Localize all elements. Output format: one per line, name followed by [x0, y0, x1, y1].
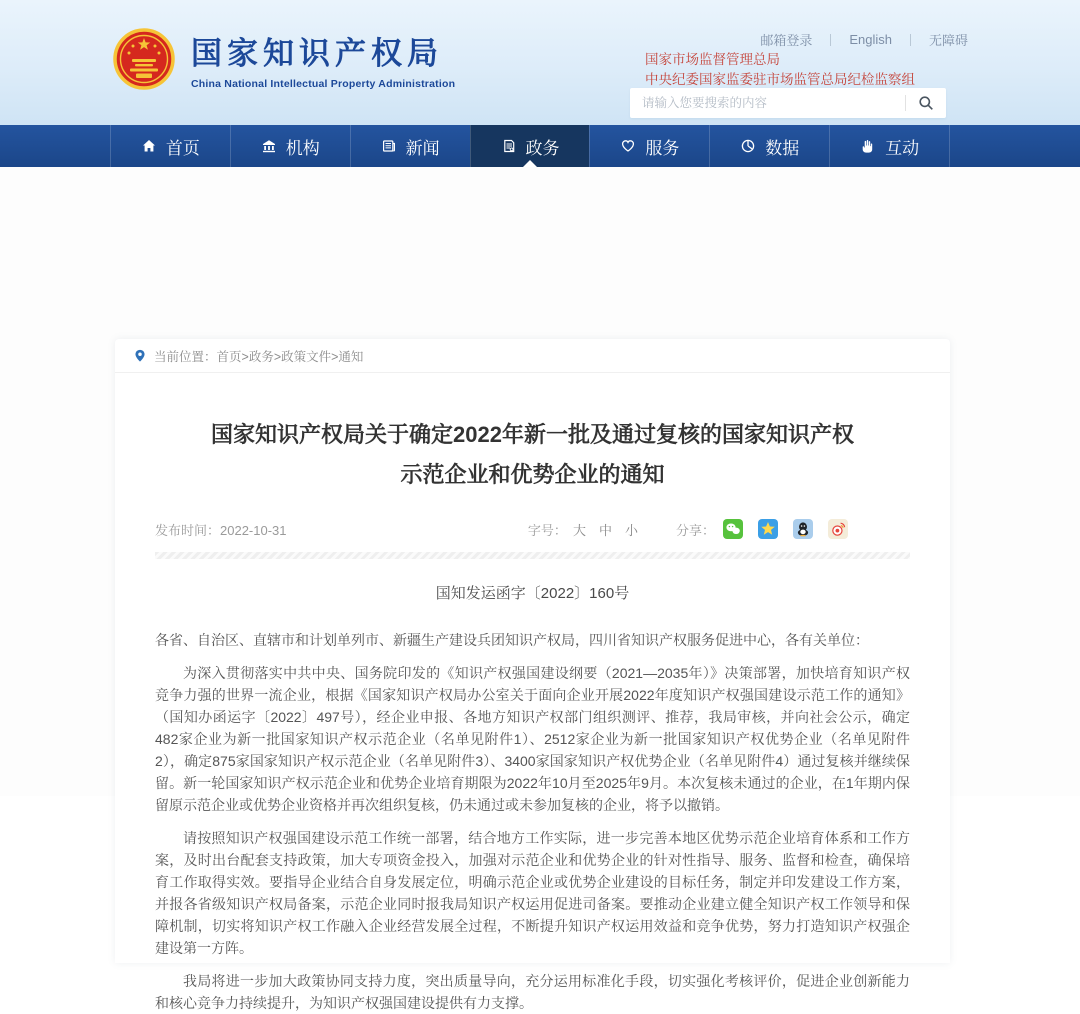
divider	[910, 34, 911, 46]
nav-item-government-affairs[interactable]: 政务	[470, 125, 590, 167]
article-title: 国家知识产权局关于确定2022年新一批及通过复核的国家知识产权示范企业和优势企业的通知	[211, 422, 854, 487]
nav-item-services[interactable]: 服务	[589, 125, 709, 167]
paragraph-2: 请按照知识产权强国建设示范工作统一部署，结合地方工作实际，进一步完善本地区优势示范企业培育体系和工作方案，及时出台配套支持政策，加大专项资金投入，加强对示范企业和优势企业的针对性指导、服务、监督和检查，确保培育工作取得实效。要指导企业结合自身发展定位，明确示范企业或优势企业建设的目标任务，制定并印发建设工作方案，并报各省级知识产权局备案，示范企业同时报我局知识产权运用促进司备案。要推动企业建立健全知识产权工作领导和保障机制，切实将知识产权工作融入企业经营发展全过程，不断提升知识产权运用效益和竞争优势，努力打造知识产权强企建设第一方阵。	[155, 830, 910, 956]
nav-item-institution[interactable]: 机构	[230, 125, 350, 167]
heart-service-icon	[620, 138, 636, 154]
related-organizations	[645, 50, 915, 90]
accessibility-link[interactable]: 无障碍	[928, 33, 968, 48]
content-card	[115, 339, 950, 1011]
main-nav	[0, 125, 1080, 167]
org-line-1[interactable]: 国家市场监督管理总局	[645, 52, 780, 67]
nav-item-home[interactable]: 首页	[110, 125, 230, 167]
article-body	[155, 629, 910, 1014]
breadcrumb-label: 当前位置：	[154, 349, 217, 364]
document-number: 国知发运函字〔2022〕160号	[435, 585, 630, 602]
font-size-label: 字号：	[527, 522, 567, 538]
breadcrumb	[115, 339, 950, 373]
font-size-medium-button[interactable]: 中	[598, 522, 612, 538]
font-size-small-button[interactable]: 小	[624, 522, 638, 538]
paragraph-1: 为深入贯彻落实中共中央、国务院印发的《知识产权强国建设纲要（2021—2035年）》决策部署，加快培育知识产权竞争力强的世界一流企业，根据《国家知识产权局办公室关于面向企业开展2022年度知识产权强国建设示范工作的通知》（国知办函运字〔2022〕497号），经企业申报、各地方知识产权部门组织测评、推荐，我局审核，并向社会公示，确定482家企业为新一批国家知识产权示范企业（名单见附件1）、2512家企业为新一批国家知识产权优势企业（名单见附件2），确定875家国家知识产权示范企业（名单见附件3）、3400家国家知识产权优势企业（名单见附件4）通过复核并继续保留。新一轮国家知识产权示范企业和优势企业培育期限为2022年10月至2025年9月。本次复核未通过的企业，在1年期内保留原示范企业或优势企业资格并再次组织复核，仍未通过或未参加复核的企业，将予以撤销。	[155, 665, 910, 813]
site-logo	[112, 27, 455, 91]
hand-icon	[860, 138, 876, 154]
search-button[interactable]	[906, 88, 946, 118]
nav-item-data[interactable]: 数据	[709, 125, 829, 167]
publish-time: 发布时间：2022-10-31	[155, 522, 287, 538]
bank-icon	[261, 138, 277, 154]
font-size-large-button[interactable]: 大	[572, 522, 586, 538]
publish-date: 2022-10-31	[220, 522, 287, 538]
search-bar	[630, 88, 946, 118]
site-header	[0, 0, 1080, 125]
wechat-share-icon[interactable]	[723, 519, 743, 539]
home-icon	[141, 138, 157, 154]
nav-item-interaction[interactable]: 互动	[829, 125, 950, 167]
newspaper-icon	[381, 138, 397, 154]
site-subtitle: China National Intellectual Property Administration	[191, 78, 456, 90]
divider	[830, 34, 831, 46]
search-icon	[918, 95, 934, 111]
salutation: 各省、自治区、直辖市和计划单列市、新疆生产建设兵团知识产权局，四川省知识产权服务促进中心，各有关单位：	[155, 632, 869, 648]
org-line-2[interactable]: 中央纪委国家监委驻市场监管总局纪检监察组	[645, 72, 915, 87]
nav-item-news[interactable]: 新闻	[350, 125, 470, 167]
share-label: 分享：	[675, 522, 715, 538]
pie-chart-icon	[740, 138, 756, 154]
mail-login-link[interactable]: 邮箱登录	[760, 33, 813, 48]
qzone-share-icon[interactable]	[758, 519, 778, 539]
document-icon	[501, 138, 517, 154]
english-link[interactable]: English	[849, 32, 892, 47]
paragraph-3: 我局将进一步加大政策协同支持力度，突出质量导向，充分运用标准化手段，切实强化考核评价，促进企业创新能力和核心竞争力持续提升，为知识产权强国建设提供有力支撑。	[155, 973, 910, 1011]
search-input[interactable]	[630, 96, 905, 110]
location-pin-icon	[133, 348, 147, 363]
page-background	[0, 167, 1080, 1011]
qq-share-icon[interactable]	[793, 519, 813, 539]
national-emblem-icon	[112, 27, 176, 91]
article-meta	[155, 519, 910, 539]
divider	[155, 552, 910, 559]
site-title: 国家知识产权局	[191, 36, 443, 71]
article	[115, 415, 950, 1014]
breadcrumb-path[interactable]: 首页>政务>政策文件>通知	[216, 349, 364, 364]
weibo-share-icon[interactable]	[828, 519, 848, 539]
top-utility-links	[760, 30, 968, 49]
